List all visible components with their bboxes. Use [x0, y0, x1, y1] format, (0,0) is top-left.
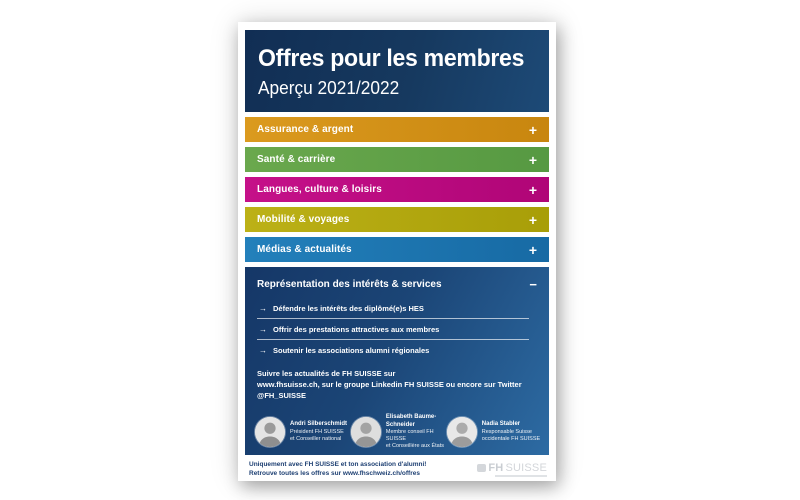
person-name: Nadia Stabler — [481, 421, 521, 428]
list-item — [257, 340, 529, 360]
logo-text-bold: FH — [488, 461, 504, 474]
accordion-bar[interactable] — [245, 147, 549, 172]
list-item — [257, 319, 529, 340]
person-name: Andri Silberschmidt — [290, 421, 348, 428]
person-card — [351, 414, 447, 450]
plus-icon[interactable]: + — [528, 211, 537, 228]
fh-suisse-logo — [477, 462, 547, 477]
logo-tagline — [495, 475, 547, 477]
arrow-icon: → — [259, 346, 267, 355]
list-item-label: Soutenir les associations alumni régionales — [273, 346, 430, 355]
plus-icon[interactable]: + — [528, 151, 537, 168]
flyer-header — [245, 30, 549, 112]
flyer-page — [238, 22, 556, 481]
page-title: Offres pour les membres — [258, 45, 525, 72]
arrow-icon: → — [259, 325, 267, 334]
person-role: Responsable Suisse — [481, 428, 532, 435]
person-role: Membre conseil FH SUISSE — [385, 429, 434, 443]
avatar — [351, 417, 381, 447]
footer-line-2: Retrouve toutes les offres sur www.fhschweiz.ch/offres — [249, 470, 420, 477]
list-item — [257, 298, 529, 319]
minus-icon[interactable]: − — [529, 276, 537, 292]
flyer-footer — [245, 455, 549, 481]
social-follow-text — [257, 369, 537, 402]
plus-icon[interactable]: + — [528, 241, 537, 258]
plus-icon[interactable]: + — [528, 121, 537, 138]
person-role: et Conseillère aux États — [385, 443, 444, 450]
person-card — [255, 417, 351, 447]
expanded-item-list — [257, 298, 529, 360]
accordion-bar[interactable] — [245, 177, 549, 202]
logo-text-light: SUISSE — [505, 461, 547, 474]
person-role: occidentale FH SUISSE — [481, 435, 541, 442]
page-subtitle: Aperçu 2021/2022 — [258, 78, 400, 98]
avatar — [255, 417, 285, 447]
plus-icon[interactable]: + — [528, 181, 537, 198]
accordion-bar[interactable] — [245, 207, 549, 232]
expanded-accordion-header[interactable] — [257, 271, 537, 297]
footer-text — [249, 460, 426, 478]
social-line-2: www.fhsuisse.ch, sur le groupe Linkedin FH SUISSE ou encore sur Twitter @FH_SUISSE — [257, 380, 522, 401]
accordion-label: Santé & carrière — [257, 154, 336, 165]
avatar — [447, 417, 477, 447]
list-item-label: Défendre les intérêts des diplômé(e)s HES — [273, 304, 424, 313]
people-row — [255, 414, 543, 450]
person-name: Elisabeth Baume-Schneider — [385, 413, 437, 428]
accordion-label: Langues, culture & loisirs — [257, 184, 382, 195]
person-role: et Conseiller national — [290, 435, 342, 442]
person-card — [447, 417, 543, 447]
accordion-bar[interactable] — [245, 117, 549, 142]
accordion-bar[interactable] — [245, 237, 549, 262]
logo-bubble-icon — [477, 464, 486, 472]
expanded-accordion-label: Représentation des intérêts & services — [257, 278, 442, 290]
accordion-label: Médias & actualités — [257, 244, 352, 255]
list-item-label: Offrir des prestations attractives aux membres — [273, 325, 440, 334]
accordion-label: Assurance & argent — [257, 124, 354, 135]
person-role: Président FH SUISSE — [290, 428, 344, 435]
accordion-label: Mobilité & voyages — [257, 214, 350, 225]
footer-line-1: Uniquement avec FH SUISSE et ton association d'alumni! — [249, 460, 427, 468]
expanded-section — [245, 267, 549, 455]
social-line-1: Suivre les actualités de FH SUISSE sur — [257, 369, 396, 379]
arrow-icon: → — [259, 304, 267, 313]
